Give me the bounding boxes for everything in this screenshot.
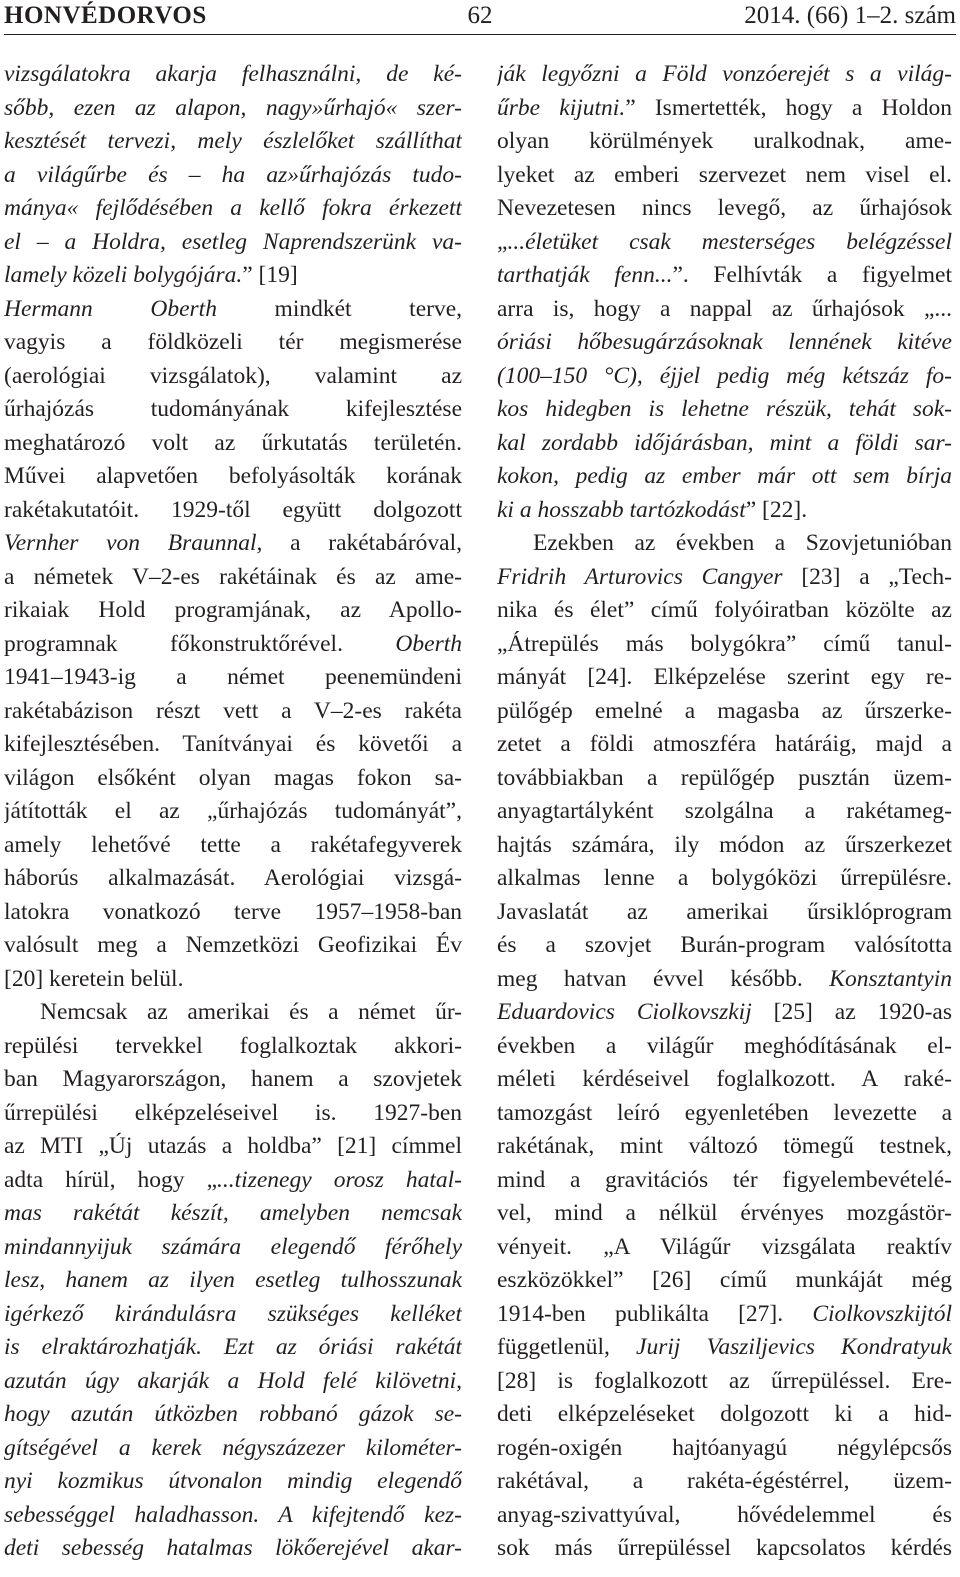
text-line [497,1063,952,1097]
text-run: (aerológiai vizsgálatok), valamint az [4,362,462,389]
text-run: arra is, hogy a nappal az űrhajósok „... [497,295,952,322]
italic-text: ...tizenegy orosz hatal- [217,1166,462,1193]
italic-text: a világűrbe és – ha az»űrhajózás tudo- [4,161,462,188]
text-line [4,1298,462,1332]
text-line [4,963,462,997]
text-run: mányát [24]. Elképzelése szerint egy re- [497,664,952,690]
italic-text: mas rakétát készít, amelyben nemcsak [4,1200,462,1226]
text-run: latokra vonatkozó terve 1957–1958-ban [4,898,462,925]
italic-text: Fridrih Arturovics Cangyer [497,563,783,590]
text-line [4,1264,462,1298]
text-run: anyag-szivattyúval, hővédelemmel és [497,1501,952,1528]
italic-text: deti sebesség hatalmas lökőerejével akar- [4,1535,462,1561]
text-run: vel, mind a nélkül érvényes mozgástör- [497,1200,952,1226]
text-run: és a szovjet Burán-program valósította [497,932,952,958]
text-line [497,561,952,595]
text-line [497,1130,952,1164]
text-line [497,460,952,494]
text-line [4,561,462,595]
text-run: rogén-oxigén hajtóanyagú négylépcsős [497,1434,952,1461]
text-run: a rakétabáróval, [262,530,462,556]
text-run: [23] a „Tech- [782,563,952,590]
text-run: vagyis a földközeli tér megismerése [4,329,462,355]
text-run: években a világűr meghódításának el- [497,1032,952,1059]
text-run: pülőgép emelné a magasba az űrszerke- [497,697,952,724]
text-line [497,1164,952,1198]
text-line [497,862,952,896]
text-line [4,1197,462,1231]
text-line [4,1231,462,1265]
text-run: vényeit. „A Világűr vizsgálata reaktív [497,1233,952,1260]
page-number: 62 [467,2,493,29]
text-line [4,259,462,293]
text-line [497,226,952,260]
text-run: rakétával, a rakéta-égéstérrel, üzem- [497,1468,952,1494]
text-line [4,1030,462,1064]
text-line [497,58,952,92]
text-run: meghatározó volt az űrkutatás területén. [4,429,462,456]
text-line [4,427,462,461]
text-line [4,293,462,327]
italic-text: ...életüket csak mesterséges belégzéssel [507,228,952,255]
italic-text: tarthatják fenn... [497,262,673,288]
text-run: továbbiakban a repülőgép pusztán üzem- [497,764,952,791]
text-run: eszközökkel” [26] című munkáját még [497,1267,952,1293]
text-run: tamozgást leíró egyenletében levezette a [497,1099,952,1126]
text-run: repülési tervekkel foglalkoztak akkori- [4,1032,462,1059]
text-line [4,460,462,494]
text-line [497,929,952,963]
italic-text: ják legyőzni a Föld vonzóerejét s a világ- [497,61,952,87]
text-line [4,1130,462,1164]
text-line [497,795,952,829]
text-run: rakétabázison részt vett a V–2-es rakéta [4,697,462,724]
italic-text: sebességgel haladhasson. A kifejtendő kez- [4,1501,462,1528]
text-line [497,1298,952,1332]
text-line [497,192,952,226]
text-run: Javaslatát az amerikai űrsiklóprogram [497,898,952,925]
italic-text: (100–150 °C), éjjel pedig még kétszáz fo- [497,362,952,389]
text-line [4,929,462,963]
text-line [497,159,952,193]
text-run: Nevezetesen nincs levegő, az űrhajósok [497,195,952,221]
italic-text: űrbe kijutni. [497,94,626,121]
italic-text: Jurij Vasziljevics Kondratyuk [636,1334,952,1360]
text-line [4,795,462,829]
italic-text: sőbb, ezen az alapon, nagy»űrhajó« szer- [4,94,462,121]
text-line [497,1532,952,1566]
text-line [4,1097,462,1131]
text-line [4,360,462,394]
text-line [497,1398,952,1432]
text-line [4,695,462,729]
italic-text: Oberth [395,630,462,657]
text-line [4,226,462,260]
text-line [497,896,952,930]
journal-title: HONVÉDORVOS [4,2,207,29]
text-line [497,427,952,461]
italic-text: gítségével a kerek négyszázezer kilométer- [4,1434,462,1461]
text-line [4,1365,462,1399]
text-line [4,1063,462,1097]
right-text-column [497,58,952,1566]
text-line [4,1432,462,1466]
text-line [497,1197,952,1231]
text-line [4,1499,462,1533]
text-run: méleti kérdéseivel foglalkozott. A raké- [497,1066,952,1092]
text-line [4,1532,462,1566]
text-line [4,594,462,628]
text-line [4,728,462,762]
text-line [497,1264,952,1298]
text-run: kifejlesztésében. Tanítványai és követői a [4,731,462,757]
text-run: sok más űrrepüléssel kapcsolatos kérdés [497,1535,952,1561]
text-line [497,1231,952,1265]
text-run: deti elképzeléseket dolgozott ki a hid- [497,1401,952,1427]
italic-text: hogy azután útközben robbanó gázok se- [4,1401,462,1427]
text-line [497,1365,952,1399]
text-line [497,259,952,293]
text-run: anyagtartályként szolgálna a rakétameg- [497,798,952,824]
italic-text: azután úgy akarják a Hold felé kilövetni, [4,1367,462,1394]
text-run: űrhajózás tudományának kifejlesztése [4,396,462,422]
text-run: hajtás számára, ily módon az űrszerkezet [497,831,952,858]
text-run: függetlenül, [497,1334,637,1360]
text-line [497,92,952,126]
text-line [4,125,462,159]
text-line [4,159,462,193]
text-run: rikaiak Hold programjának, az Apollo- [4,597,462,623]
text-run: háborús alkalmazását. Aerológiai vizsgá- [4,865,462,891]
text-line [4,92,462,126]
text-run: lyeket az emberi szervezet nem visel el. [497,161,952,188]
text-line [497,326,952,360]
italic-text: kos hidegben is lehetne részük, tehát sok- [497,396,952,422]
text-line [497,527,952,561]
text-run: világon elsőként olyan magas fokon sa- [4,764,462,791]
italic-text: kal zordabb időjárásban, mint a földi sar- [497,429,952,456]
text-run: olyan körülmények uralkodnak, ame- [497,128,952,154]
text-line [4,896,462,930]
text-line [4,661,462,695]
italic-text: óriási hőbesugárzásoknak lennének kitéve [497,329,952,355]
text-run: űrrepülési elképzeléseivel is. 1927-ben [4,1099,462,1126]
italic-text: el – a Holdra, esetleg Naprendszerünk va- [4,228,462,255]
text-line [497,125,952,159]
italic-text: Konsztantyin [829,965,952,992]
text-run: alkalmas lenne a bolygóközi űrrepülésre. [497,865,952,891]
text-run: Nemcsak az amerikai és a német űr- [40,999,462,1025]
italic-text: kokon, pedig az ember már ott sem bírja [497,463,952,489]
italic-text: lamely közeli bolygójára. [4,262,243,288]
text-line [497,661,952,695]
italic-text: igérkező kirándulásra szükséges kelléket [4,1300,462,1327]
text-run: Ezekben az években a Szovjetunióban [533,530,952,556]
text-run: [25] az 1920-as [751,999,952,1025]
italic-text: vizsgálatokra akarja felhasználni, de ké- [4,61,462,87]
text-run: nika és élet” című folyóiratban közölte az [497,597,952,623]
text-line [497,1465,952,1499]
text-run: [20] keretein belül. [4,965,184,992]
text-run: 1914-ben publikálta [27]. [497,1300,813,1327]
italic-text: is elraktározhatják. Ezt az óriási rakétát [4,1334,462,1360]
text-line [497,1097,952,1131]
text-run: 1941–1943-ig a német peenemündeni [4,664,462,690]
running-header [4,0,956,35]
text-run: rakétakutatóit. 1929-től együtt dolgozott [4,496,462,523]
issue-info: 2014. (66) 1–2. szám [744,2,956,29]
text-line [497,594,952,628]
text-line [4,192,462,226]
text-line [4,762,462,796]
text-line [497,762,952,796]
text-line [497,728,952,762]
italic-text: lesz, hanem az ilyen esetleg tulhosszunak [4,1267,462,1293]
text-line [497,1030,952,1064]
italic-text: Eduardovics Ciolkovszkij [497,999,752,1025]
text-run: programnak főkonstruktőrével. [4,630,396,657]
text-line [4,527,462,561]
text-run: mindkét terve, [216,295,462,322]
text-run: adta hírül, hogy „ [4,1166,218,1193]
text-run: a németek V–2-es rakétáinak és az ame- [4,563,462,590]
text-run: az MTI „Új utazás a holdba” [21] címmel [4,1133,462,1159]
text-line [4,1164,462,1198]
left-text-column [4,58,462,1566]
text-run: ”. Felhívták a figyelmet [672,262,952,288]
text-line [497,494,952,528]
text-run: ” [22]. [745,496,808,523]
text-line [497,963,952,997]
text-run: [28] is foglalkozott az űrrepüléssel. Ere- [497,1367,952,1394]
text-line [497,695,952,729]
italic-text: kesztését tervezi, mely észlelőket szállíthat [4,128,462,154]
text-run: játították el az „űrhajózás tudományát”, [4,798,462,824]
text-line [4,1465,462,1499]
text-run: ban Magyarországon, hanem a szovjetek [4,1066,462,1092]
text-line [4,393,462,427]
text-line [4,58,462,92]
text-line [497,293,952,327]
text-run: „Átrepülés más bolygókra” című tanul- [497,630,952,657]
italic-text: Ciolkovszkijtól [812,1300,952,1327]
text-line [497,829,952,863]
italic-text: mánya« fejlődésében a kellő fokra érkezett [4,195,462,221]
text-line [4,829,462,863]
text-run: Művei alapvetően befolyásolták korának [4,463,462,489]
text-line [4,862,462,896]
italic-text: mindannyijuk számára elegendő férőhely [4,1233,462,1260]
text-line [4,326,462,360]
text-run: „ [497,228,508,255]
text-line [497,1432,952,1466]
text-line [4,996,462,1030]
text-line [4,628,462,662]
text-line [497,996,952,1030]
text-line [4,494,462,528]
text-run: ” Ismertették, hogy a Holdon [625,94,952,121]
text-run: ” [19] [242,262,298,288]
italic-text: ki a hosszabb tartózkodást [497,496,746,523]
text-line [4,1398,462,1432]
text-run: valósult meg a Nemzetközi Geofizikai Év [4,932,462,958]
text-line [4,1331,462,1365]
italic-text: Hermann Oberth [4,295,217,322]
italic-text: Vernher von Braunnal, [4,530,263,556]
text-run: mind a gravitációs tér figyelembevételé- [497,1166,952,1193]
text-run: meg hatvan évvel később. [497,965,830,992]
text-line [497,628,952,662]
text-run: rakétának, mint változó tömegű testnek, [497,1133,952,1159]
text-line [497,393,952,427]
italic-text: nyi kozmikus útvonalon mindig elegendő [4,1468,462,1494]
text-run: amely lehetővé tette a rakétafegyverek [4,831,462,858]
text-line [497,1499,952,1533]
text-run: zetet a földi atmoszféra határáig, majd a [497,731,952,757]
text-line [497,1331,952,1365]
text-line [497,360,952,394]
